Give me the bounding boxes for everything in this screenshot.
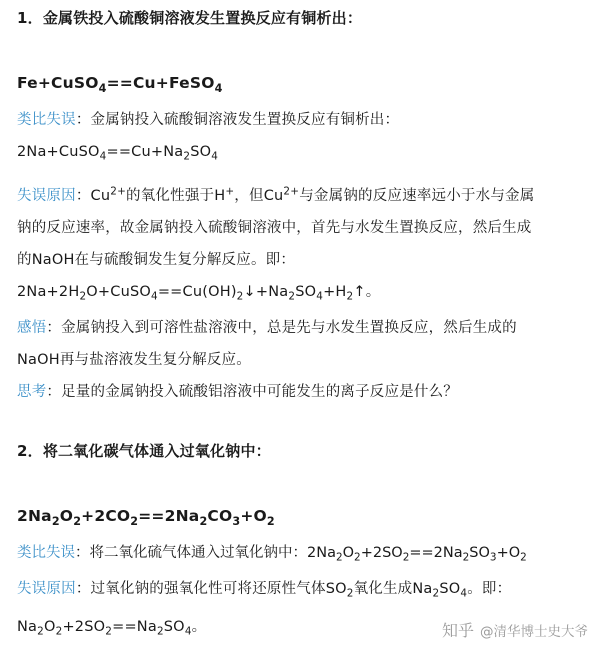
reason2-label: 失误原因 — [17, 581, 76, 597]
insight-label: 感悟 — [17, 320, 47, 336]
zhihu-brand: 知乎 — [441, 621, 474, 640]
section2-heading: 2．将二氧化碳气体通入过氧化钠中： — [17, 442, 271, 460]
section2-equation: $2Na_2O_2+2CO_2==2Na_2CO_3+O_2$ — [17, 507, 275, 528]
section1-analogy: 类比失误：金属钠投入硫酸铜溶液发生置换反应有铜析出： — [17, 112, 400, 128]
section1-reason-equation: $2Na+2H_2O+CuSO_4==Cu(OH)_2↓+Na_2SO_4+H_2↑$。 — [17, 284, 381, 303]
analogy-label: 类比失误 — [17, 112, 76, 128]
zhihu-watermark — [442, 618, 588, 641]
section1-reason-line3: 的NaOH在与硫酸铜发生复分解反应。即： — [17, 252, 296, 268]
author-handle: @清华博士史大爷 — [480, 623, 588, 640]
section1-think: 思考：足量的金属钠投入硫酸铝溶液中可能发生的离子反应是什么？ — [17, 384, 459, 400]
reason-label: 失误原因 — [17, 188, 76, 204]
section1-equation: Fe+CuSO$_4$==Cu+FeSO$_4$ — [17, 74, 223, 95]
section1-insight-line1: 感悟：金属钠投入到可溶性盐溶液中，总是先与水发生置换反应，然后生成的 — [17, 320, 517, 336]
think-label: 思考 — [17, 384, 47, 400]
section1-insight-line2: NaOH再与盐溶液发生复分解反应。 — [17, 352, 251, 368]
section1-reason-line1: 失误原因：$Cu^{2+}$的氧化性强于H+，但$Cu^{2+}$与金属钠的反应速率远小于水与金属 — [17, 185, 535, 204]
section1-analogy-equation: $2Na+CuSO_4==Cu+Na_2SO_4$ — [17, 144, 219, 163]
section2-reason: 失误原因：过氧化钠的强氧化性可将还原性气体$SO_2$氧化生成$Na_2SO_4$。即： — [17, 581, 512, 600]
section2-reason-equation: $Na_2O_2+2SO_2==Na_2SO_4$。 — [17, 619, 207, 638]
analogy2-label: 类比失误 — [17, 545, 75, 561]
section2-analogy: 类比失误：将二氧化硫气体通入过氧化钠中：$2Na_2O_2+2SO_2==2Na_2SO_3+O_2$ — [17, 545, 527, 564]
section1-reason-line2: 钠的反应速率，故金属钠投入硫酸铜溶液中，首先与水发生置换反应，然后生成 — [17, 220, 532, 236]
section1-heading: 1．金属铁投入硫酸铜溶液发生置换反应有铜析出： — [17, 9, 363, 27]
